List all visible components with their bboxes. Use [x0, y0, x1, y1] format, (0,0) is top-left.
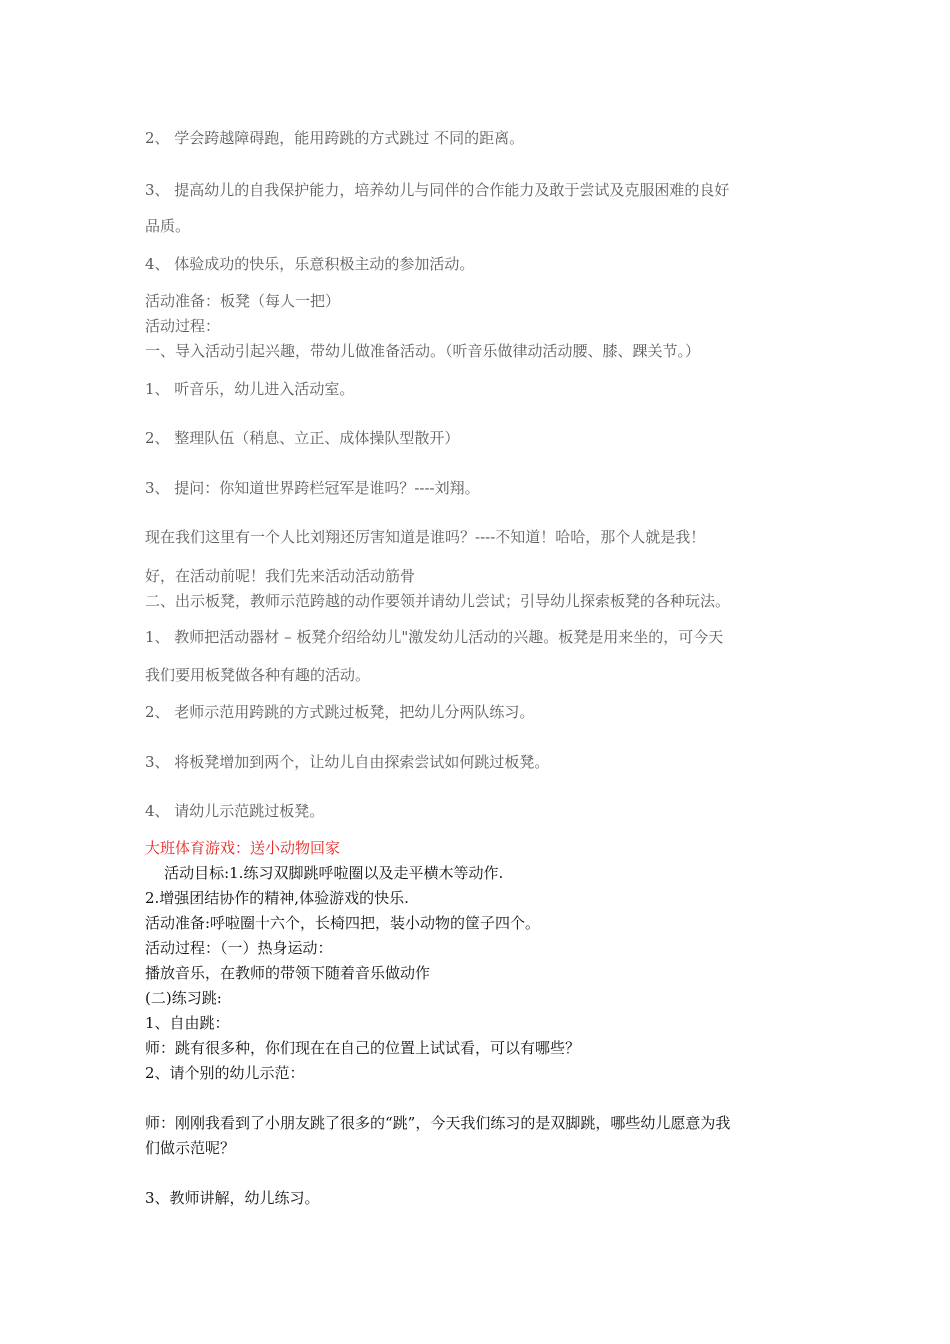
game-goal-2: 2.增强团结协作的精神,体验游戏的快乐.: [145, 889, 409, 907]
step-2-4: 4、 请幼儿示范跳过板凳。: [145, 802, 325, 820]
teacher-remark-cont: 们做示范呢？: [145, 1139, 236, 1157]
game-prep: 活动准备:呼啦圈十六个，长椅四把，装小动物的筐子四个。: [145, 914, 541, 932]
step-2-2: 2、 老师示范用跨跳的方式跳过板凳，把幼儿分两队练习。: [145, 703, 535, 721]
goal-3-cont: 品质。: [145, 217, 191, 235]
step-1-2: 2、 整理队伍（稍息、立正、成体操队型散开）: [145, 429, 460, 447]
demo-request: 2、请个别的幼儿示范：: [145, 1064, 305, 1082]
section-2-heading: 二、出示板凳，教师示范跨越的动作要领并请幼儿尝试；引导幼儿探索板凳的各种玩法。: [145, 592, 731, 610]
teacher-explain: 3、教师讲解，幼儿练习。: [145, 1189, 320, 1207]
teacher-question: 师：跳有很多种，你们现在在自己的位置上试试看，可以有哪些？: [145, 1039, 581, 1057]
game-title: 大班体育游戏：送小动物回家: [145, 839, 341, 857]
practice-jump: (二)练习跳:: [145, 989, 222, 1007]
activity-process: 活动过程：: [145, 317, 221, 335]
dialog-line: 现在我们这里有一个人比刘翔还厉害知道是谁吗？----不知道！哈哈，那个人就是我！: [145, 528, 706, 546]
game-process: 活动过程：（一）热身运动：: [145, 939, 333, 957]
step-1-1: 1、 听音乐，幼儿进入活动室。: [145, 380, 355, 398]
goal-2: 2、 学会跨越障碍跑，能用跨跳的方式跳过 不同的距离。: [145, 129, 525, 147]
step-1-3: 3、 提问：你知道世界跨栏冠军是谁吗？----刘翔。: [145, 479, 480, 497]
game-goal-1: 活动目标:1.练习双脚跳呼啦圈以及走平横木等动作.: [145, 864, 504, 882]
teacher-remark: 师：刚刚我看到了小朋友跳了很多的“跳”，今天我们练习的是双脚跳，哪些幼儿愿意为我: [145, 1114, 731, 1132]
step-2-1-cont: 我们要用板凳做各种有趣的活动。: [145, 666, 371, 684]
goal-4: 4、 体验成功的快乐，乐意积极主动的参加活动。: [145, 255, 475, 273]
goal-3: 3、 提高幼儿的自我保护能力，培养幼儿与同伴的合作能力及敢于尝试及克服困难的良好: [145, 181, 730, 199]
warmup-line: 好，在活动前呢！我们先来活动活动筋骨: [145, 567, 416, 585]
music-line: 播放音乐，在教师的带领下随着音乐做动作: [145, 964, 431, 982]
step-2-3: 3、 将板凳增加到两个，让幼儿自由探索尝试如何跳过板凳。: [145, 753, 550, 771]
activity-prep: 活动准备：板凳（每人一把）: [145, 292, 341, 310]
section-1-heading: 一、导入活动引起兴趣，带幼儿做准备活动。（听音乐做律动活动腰、膝、踝关节。）: [145, 342, 701, 360]
step-2-1: 1、 教师把活动器材 – 板凳介绍给幼儿"激发幼儿活动的兴趣。板凳是用来坐的，可今天: [145, 628, 724, 646]
free-jump: 1、自由跳：: [145, 1014, 230, 1032]
